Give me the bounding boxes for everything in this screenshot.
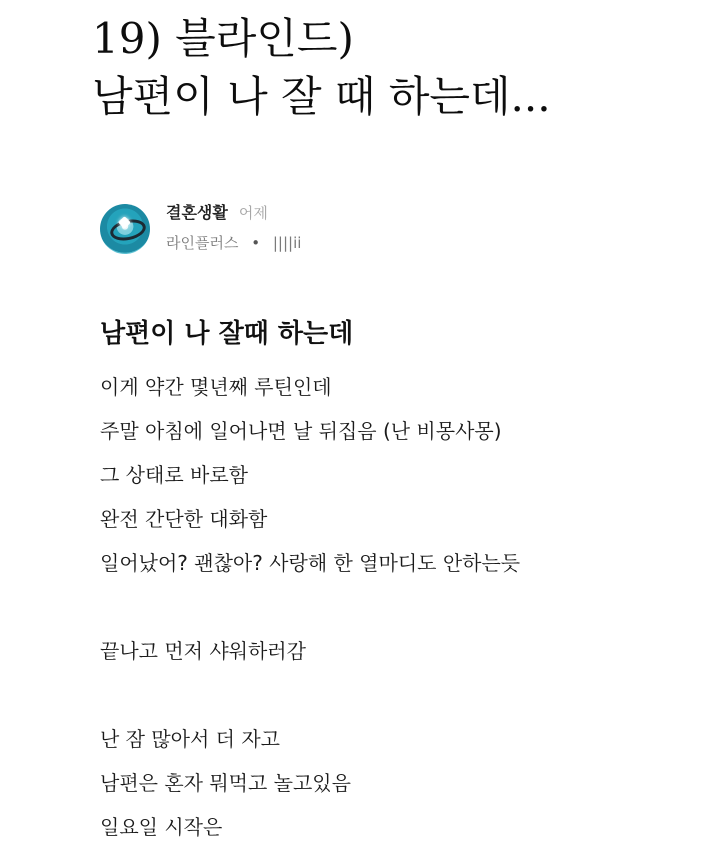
body-line: 완전 간단한 대화함 [100,507,268,531]
board-name-link[interactable]: 결혼생활 [166,203,228,222]
body-line: 일어났어? 괜찮아? 사랑해 한 열마디도 안하는듯 [100,551,521,575]
meta-separator: • [251,234,261,252]
author-nickname[interactable]: ||||ii [272,234,302,252]
body-line: 난 잠 많아서 더 자고 [100,727,280,751]
body-blank-line [100,592,690,636]
body-blank-line [100,680,690,724]
headline-line-2: 남편이 나 잘 때 하는데... [92,72,551,121]
headline [92,10,692,126]
body-line: 남편은 혼자 뭐먹고 놀고있음 [100,771,351,795]
author-company: 라인플러스 [166,234,239,252]
body-line: 그 상태로 바로함 [100,463,248,487]
board-avatar-icon[interactable] [100,204,150,254]
post-time: 어제 [238,204,268,222]
body-line: 주말 아침에 일어나면 날 뒤집음 (난 비몽사몽) [100,419,502,443]
body-line: 일요일 시작은 [100,815,223,839]
body-line: 이게 약간 몇년째 루틴인데 [100,375,332,399]
post-body [100,372,690,856]
post-meta-top [166,200,268,223]
post-header [100,196,620,266]
headline-line-1: 19) 블라인드) [92,14,354,63]
body-line: 끝나고 먼저 샤워하러감 [100,639,306,663]
author-meta [166,232,301,253]
post-title: 남편이 나 잘때 하는데 [100,319,354,349]
